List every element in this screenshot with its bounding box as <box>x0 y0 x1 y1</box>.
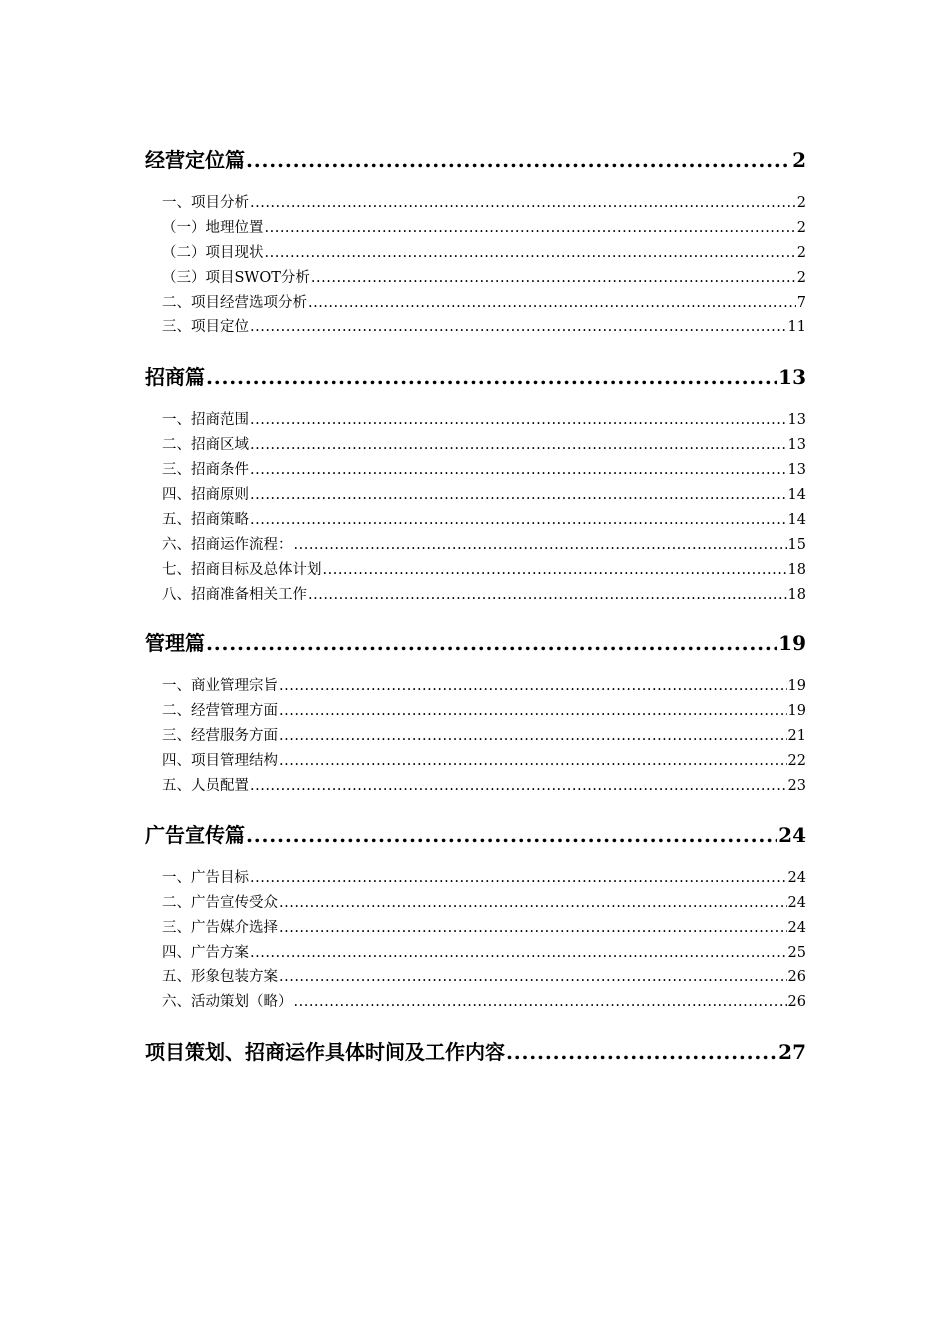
toc-dot-leader <box>250 866 787 891</box>
toc-dot-leader <box>279 724 787 749</box>
toc-item-label: 二、经营管理方面 <box>162 703 278 720</box>
toc-item-label: 二、广告宣传受众 <box>162 894 278 911</box>
toc-section-entry[interactable] <box>145 626 806 660</box>
toc-item-entry[interactable] <box>145 724 806 749</box>
toc-section-page-number: 2 <box>792 148 806 172</box>
toc-item-entry[interactable] <box>145 291 806 316</box>
toc-item-page-number: 2 <box>796 195 806 211</box>
toc-dot-leader <box>250 433 787 458</box>
toc-item-entry[interactable] <box>145 699 806 724</box>
toc-item-page-number: 13 <box>787 437 806 454</box>
toc-dot-leader <box>294 533 787 558</box>
toc-section-page-number: 19 <box>778 631 806 656</box>
toc-item-label: 三、经营服务方面 <box>162 728 278 745</box>
toc-item-page-number: 24 <box>787 869 806 886</box>
toc-dot-leader <box>250 191 796 216</box>
toc-item-label: 四、广告方案 <box>162 944 249 961</box>
toc-item-label: 五、招商策略 <box>162 511 249 528</box>
toc-section-entry[interactable] <box>145 360 806 394</box>
toc-item-page-number: 15 <box>787 536 806 553</box>
toc-dot-leader <box>279 699 787 724</box>
toc-item-label: 六、招商运作流程： <box>162 536 293 553</box>
table-of-contents <box>145 143 806 1069</box>
toc-dot-leader <box>250 458 787 483</box>
toc-item-entry[interactable] <box>145 458 806 483</box>
toc-dot-leader <box>250 408 787 433</box>
toc-section-entry[interactable] <box>145 818 806 852</box>
toc-section-title: 招商篇 <box>145 365 205 390</box>
toc-dot-leader <box>206 626 777 660</box>
toc-dot-leader <box>294 990 787 1015</box>
toc-item-entry[interactable] <box>145 866 806 891</box>
toc-item-entry[interactable] <box>145 533 806 558</box>
toc-item-entry[interactable] <box>145 583 806 608</box>
toc-item-label: 三、广告媒介选择 <box>162 919 278 936</box>
toc-item-entry[interactable] <box>145 891 806 916</box>
toc-item-entry[interactable] <box>145 433 806 458</box>
toc-item-entry[interactable] <box>145 508 806 533</box>
toc-section-title: 广告宣传篇 <box>145 822 245 847</box>
toc-item-page-number: 13 <box>787 412 806 429</box>
toc-item-label: 六、活动策划（略） <box>162 994 293 1011</box>
toc-item-page-number: 14 <box>787 487 806 504</box>
toc-item-page-number: 2 <box>796 244 806 261</box>
toc-item-label: 八、招商准备相关工作 <box>162 586 307 603</box>
toc-dot-leader <box>250 774 787 799</box>
toc-section-page-number: 24 <box>778 822 806 847</box>
toc-item-page-number: 22 <box>787 753 806 770</box>
toc-item-label: 二、项目经营选项分析 <box>162 294 307 311</box>
toc-item-entry[interactable] <box>145 916 806 941</box>
toc-item-label: 三、项目定位 <box>162 319 249 336</box>
toc-item-label: 一、项目分析 <box>162 195 249 211</box>
toc-dot-leader <box>279 891 787 916</box>
toc-item-label: 五、人员配置 <box>162 778 249 795</box>
toc-item-entry[interactable] <box>145 674 806 699</box>
toc-item-page-number: 23 <box>787 778 806 795</box>
toc-section-title: 经营定位篇 <box>145 148 245 172</box>
toc-item-entry[interactable] <box>145 941 806 966</box>
toc-dot-leader <box>246 818 777 852</box>
toc-dot-leader <box>250 941 787 966</box>
toc-item-entry[interactable] <box>145 483 806 508</box>
toc-item-page-number: 24 <box>787 919 806 936</box>
toc-dot-leader <box>279 674 787 699</box>
toc-section-entry[interactable] <box>145 143 806 177</box>
toc-item-page-number: 13 <box>787 462 806 479</box>
toc-item-entry[interactable] <box>145 241 806 266</box>
toc-item-entry[interactable] <box>145 408 806 433</box>
toc-item-page-number: 19 <box>787 703 806 720</box>
toc-item-page-number: 2 <box>796 219 806 236</box>
toc-item-label: 五、形象包装方案 <box>162 969 278 986</box>
toc-item-entry[interactable] <box>145 558 806 583</box>
toc-item-page-number: 11 <box>787 319 806 336</box>
toc-item-label: 二、招商区域 <box>162 437 249 454</box>
toc-dot-leader <box>279 916 787 941</box>
toc-item-label: 四、招商原则 <box>162 487 249 504</box>
toc-item-page-number: 24 <box>787 894 806 911</box>
toc-dot-leader <box>250 483 787 508</box>
toc-item-page-number: 14 <box>787 511 806 528</box>
toc-section-title: 管理篇 <box>145 631 205 656</box>
toc-item-page-number: 18 <box>787 586 806 603</box>
toc-item-page-number: 26 <box>787 969 806 986</box>
toc-item-label: 一、招商范围 <box>162 412 249 429</box>
toc-dot-leader <box>206 360 777 394</box>
toc-item-label: 一、广告目标 <box>162 869 249 886</box>
toc-item-page-number: 21 <box>787 728 806 745</box>
toc-dot-leader <box>323 558 787 583</box>
toc-item-entry[interactable] <box>145 965 806 990</box>
toc-dot-leader <box>308 583 787 608</box>
toc-item-entry[interactable] <box>145 749 806 774</box>
toc-item-page-number: 18 <box>787 561 806 578</box>
toc-item-page-number: 19 <box>787 678 806 695</box>
toc-item-entry[interactable] <box>145 266 806 291</box>
toc-dot-leader <box>246 143 791 177</box>
toc-item-entry[interactable] <box>145 315 806 340</box>
toc-item-entry[interactable] <box>145 990 806 1015</box>
toc-dot-leader <box>265 241 796 266</box>
toc-item-label: 七、招商目标及总体计划 <box>162 561 322 578</box>
toc-item-page-number: 7 <box>796 294 806 311</box>
toc-section-page-number: 13 <box>778 365 806 390</box>
toc-item-label: （三）项目SWOT分析 <box>162 269 310 286</box>
toc-dot-leader <box>250 508 787 533</box>
toc-section-entry[interactable] <box>145 1035 806 1069</box>
toc-item-label: 一、商业管理宗旨 <box>162 678 278 695</box>
toc-dot-leader <box>308 291 796 316</box>
toc-dot-leader <box>279 749 787 774</box>
toc-section-page-number: 27 <box>778 1040 806 1065</box>
toc-item-label: （二）项目现状 <box>162 244 264 261</box>
toc-dot-leader <box>265 216 796 241</box>
toc-dot-leader <box>506 1035 777 1069</box>
toc-item-entry[interactable] <box>145 774 806 799</box>
toc-item-entry[interactable] <box>145 216 806 241</box>
toc-item-label: （一）地理位置 <box>162 219 264 236</box>
toc-dot-leader <box>279 965 787 990</box>
toc-item-page-number: 25 <box>787 944 806 961</box>
toc-item-label: 三、招商条件 <box>162 462 249 479</box>
toc-section-title: 项目策划、招商运作具体时间及工作内容 <box>145 1040 505 1065</box>
toc-item-label: 四、项目管理结构 <box>162 753 278 770</box>
toc-item-page-number: 26 <box>787 994 806 1011</box>
toc-item-entry[interactable] <box>145 191 806 216</box>
toc-item-page-number: 2 <box>796 269 806 286</box>
toc-dot-leader <box>250 315 787 340</box>
toc-dot-leader <box>311 266 796 291</box>
